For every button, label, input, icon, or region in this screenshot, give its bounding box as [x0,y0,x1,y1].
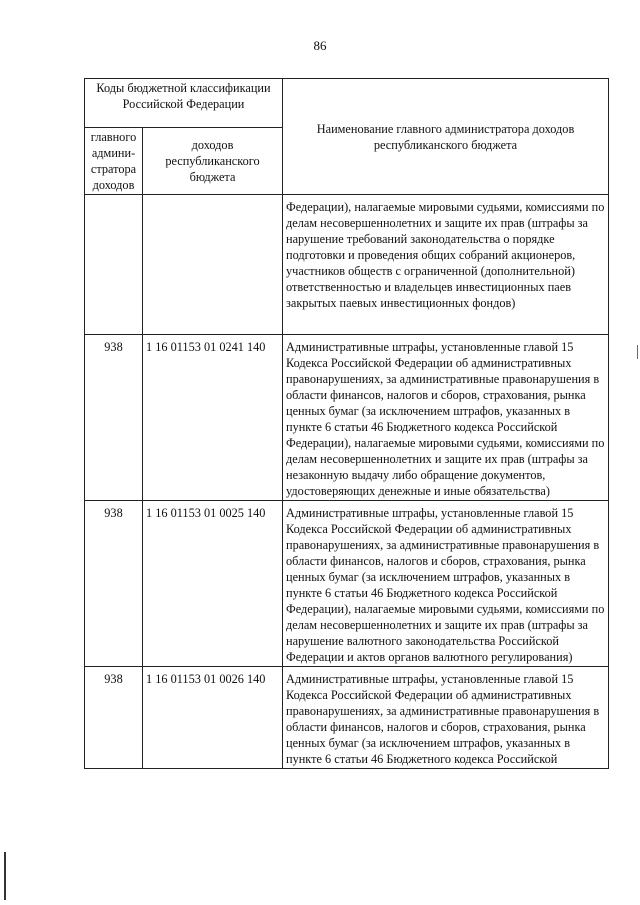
budget-code-cell: 1 16 01153 01 0241 140 [143,335,283,501]
table-row [85,195,609,335]
header-republican-budget-income: доходов республиканского бюджета [143,128,283,195]
admin-code-cell [85,195,143,335]
name-cell: Федерации), налагаемые мировыми судьями, комиссиями по делам несовершеннолетних и защите их прав (штрафы за нарушение требований законодательства о порядке подготовки и проведения общих собраний акционеров, участников обществ с ограниченной (дополнительной) ответственностью и владельцев инвестиционных паев закрытых паевых инвестиционных фондов) [283,195,609,335]
budget-classification-table [84,78,609,769]
admin-code-cell: 938 [85,335,143,501]
table-row [85,335,609,501]
header-administrator-name: Наименование главного администратора доходов республиканского бюджета [283,79,609,195]
budget-code-cell: 1 16 01153 01 0026 140 [143,667,283,769]
budget-code-cell: 1 16 01153 01 0025 140 [143,501,283,667]
scan-edge-mark [4,852,6,900]
table-header-row [85,79,609,128]
header-codes-group: Коды бюджетной классификации Российской Федерации [85,79,283,128]
header-main-administrator: главного админи-стратора доходов [85,128,143,195]
table-row [85,667,609,769]
admin-code-cell: 938 [85,667,143,769]
budget-code-cell [143,195,283,335]
table-row [85,501,609,667]
page-number: 86 [313,38,327,53]
name-cell: Административные штрафы, установленные главой 15 Кодекса Российской Федерации об административных правонарушениях, за административные правонарушения в области финансов, налогов и сборов, страхования, рынка ценных бумаг (за исключением штрафов, указанных в пункте 6 статьи 46 Бюджетного кодекса Российской Федерации), налагаемые мировыми судьями, комиссиями по делам несовершеннолетних и защите их прав (штрафы за незаконную выдачу либо обращение документов, удостоверяющих денежные и иные обязательства) [283,335,609,501]
name-cell: Административные штрафы, установленные главой 15 Кодекса Российской Федерации об административных правонарушениях, за административные правонарушения в области финансов, налогов и сборов, страхования, рынка ценных бумаг (за исключением штрафов, указанных в пункте 6 статьи 46 Бюджетного кодекса Российской [283,667,609,769]
name-cell: Административные штрафы, установленные главой 15 Кодекса Российской Федерации об административных правонарушениях, за административные правонарушения в области финансов, налогов и сборов, страхования, рынка ценных бумаг (за исключением штрафов, указанных в пункте 6 статьи 46 Бюджетного кодекса Российской Федерации), налагаемые мировыми судьями, комиссиями по делам несовершеннолетних и защите их прав (штрафы за нарушение валютного законодательства Российской Федерации и актов органов валютного регулирования) [283,501,609,667]
scan-edge-mark [637,345,638,359]
admin-code-cell: 938 [85,501,143,667]
